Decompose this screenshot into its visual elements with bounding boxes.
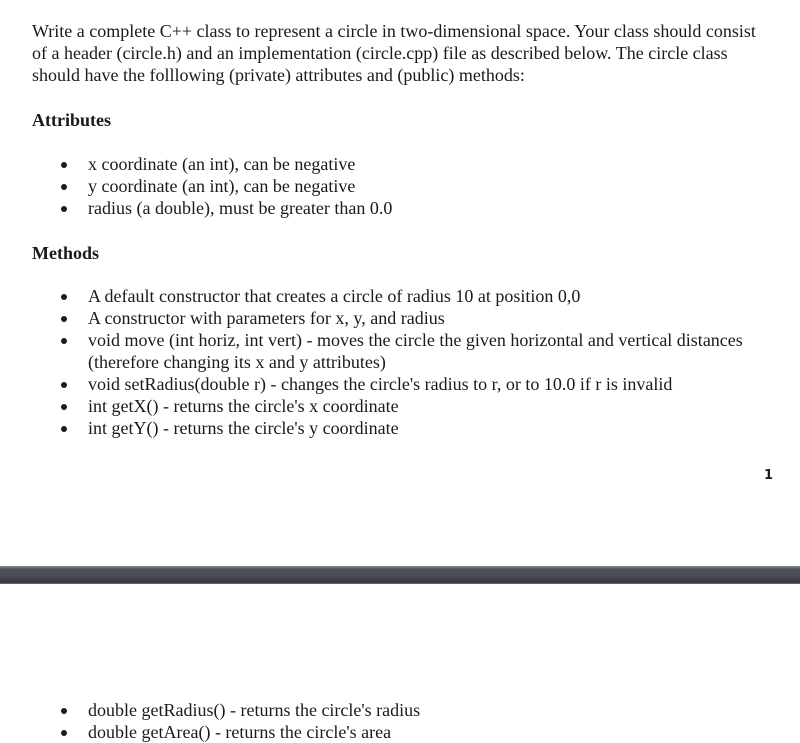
list-item (0, 699, 760, 721)
bullet-icon (61, 184, 67, 190)
bullet-icon (61, 294, 67, 300)
intro-paragraph: Write a complete C++ class to represent a circle in two-dimensional space. Your class should consist of a header (circle.h) and an implementation (circle.cpp) file as described below. The circle class should have the folllowing (private) attributes and (public) methods: (32, 21, 756, 85)
list-item-text: x coordinate (an int), can be negative (88, 154, 356, 174)
list-item (0, 395, 760, 417)
list-item (0, 197, 760, 219)
bullet-icon (61, 338, 67, 344)
attributes-heading: Attributes (32, 110, 111, 130)
list-item (0, 175, 760, 197)
list-item (0, 153, 760, 175)
bullet-icon (61, 382, 67, 388)
bullet-icon (61, 404, 67, 410)
page-separator (0, 566, 800, 584)
list-item (0, 417, 760, 439)
list-item-text: int getY() - returns the circle's y coordinate (88, 418, 399, 438)
bullet-icon (61, 162, 67, 168)
list-item (0, 373, 760, 395)
bullet-icon (61, 426, 67, 432)
list-item-text: y coordinate (an int), can be negative (88, 176, 356, 196)
list-item-text: A default constructor that creates a circle of radius 10 at position 0,0 (88, 286, 581, 306)
list-item-text: int getX() - returns the circle's x coordinate (88, 396, 399, 416)
bullet-icon (61, 708, 67, 714)
bullet-icon (61, 730, 67, 736)
list-item-text: radius (a double), must be greater than 0.0 (88, 198, 393, 218)
attributes-list (0, 153, 760, 219)
methods-heading: Methods (32, 243, 99, 263)
list-item (0, 285, 760, 307)
bullet-icon (61, 206, 67, 212)
page-number: 1 (764, 468, 774, 483)
methods-list (0, 285, 760, 439)
list-item (0, 329, 760, 373)
list-item (0, 721, 760, 743)
list-item-text: A constructor with parameters for x, y, and radius (88, 308, 445, 328)
document-page-2 (0, 584, 800, 742)
methods-list-continued (0, 699, 760, 743)
list-item-text: void move (int horiz, int vert) - moves the circle the given horizontal and vertical distances (therefore changing its x and y attributes) (88, 330, 743, 372)
list-item-text: double getArea() - returns the circle's area (88, 722, 392, 742)
list-item-text: double getRadius() - returns the circle's radius (88, 700, 421, 720)
bullet-icon (61, 316, 67, 322)
list-item-text: void setRadius(double r) - changes the circle's radius to r, or to 10.0 if r is invalid (88, 374, 673, 394)
list-item (0, 307, 760, 329)
